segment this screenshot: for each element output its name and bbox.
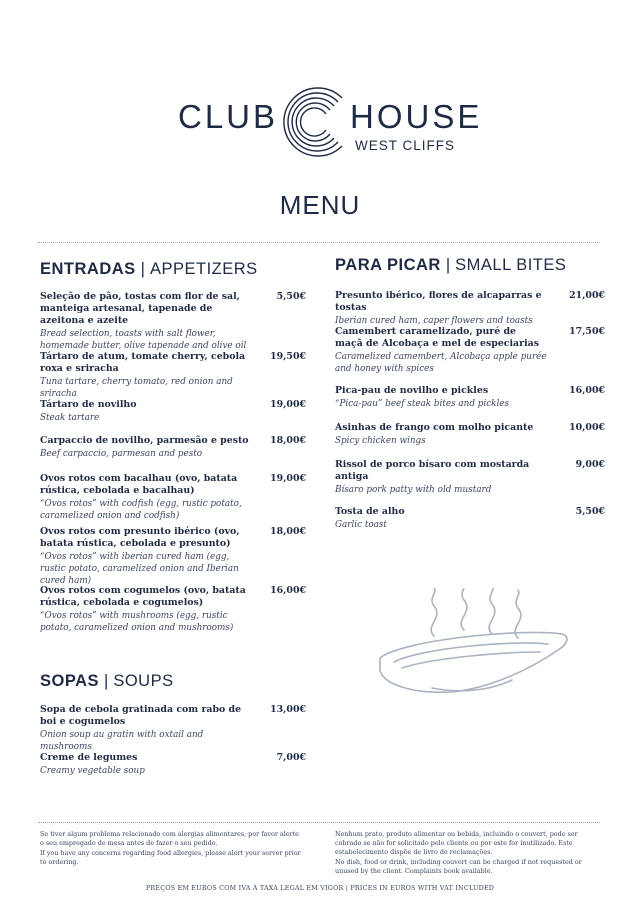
menu-item — [335, 459, 605, 496]
item-description: Bísaro pork patty with old mustard — [335, 485, 492, 495]
item-description: Garlic toast — [335, 520, 387, 530]
menu-item — [40, 399, 306, 424]
item-price: 17,50€ — [569, 326, 605, 337]
menu-item — [335, 506, 605, 531]
menu-item — [335, 385, 605, 410]
item-price: 19,00€ — [270, 473, 306, 484]
item-description: Bread selection, toasts with salt flower, homemade butter, olive tapenade and olive oil — [40, 329, 247, 351]
section-title-small-bites: PARA PICAR | SMALL BITES — [335, 256, 567, 274]
item-name: Ovos rotos com bacalhau (ovo, batata rústica, cebolada e bacalhau) — [40, 473, 238, 496]
section-title-pt: SOPAS — [40, 672, 100, 690]
menu-item — [40, 351, 306, 400]
menu-item — [335, 326, 605, 375]
menu-item — [40, 752, 306, 777]
item-name: Creme de legumes — [40, 752, 138, 763]
item-price: 5,50€ — [575, 506, 605, 517]
soup-bowl-icon — [372, 588, 572, 708]
item-name: Ovos rotos com cogumelos (ovo, batata rústica, cebolada e cogumelos) — [40, 585, 246, 608]
item-name: Seleção de pão, tostas com flor de sal, manteiga artesanal, tapenade de azeitona e azeite — [40, 291, 240, 326]
item-description: Tuna tartare, cherry tomato, red onion and sriracha — [40, 377, 233, 399]
allergy-notice-pt: Se tiver algum problema relacionado com alergias alimentares, por favor alerte o seu empregado de mesa antes de fazer o seu pedido. — [40, 830, 299, 847]
item-description: Steak tartare — [40, 413, 100, 423]
logo-subtitle: WEST CLIFFS — [355, 138, 456, 153]
item-name: Pica-pau de novilho e pickles — [335, 385, 489, 396]
menu-item — [40, 704, 306, 753]
prices-note: PREÇOS EM EUROS COM IVA À TAXA LEGAL EM VIGOR | PRICES IN EUROS WITH VAT INCLUDED — [145, 884, 495, 892]
top-divider — [38, 242, 600, 243]
bottom-divider — [38, 822, 600, 823]
allergy-notice-en: If you have any concerns regarding food allergies, please alert your server prior to ordering. — [40, 849, 301, 866]
section-title-en: APPETIZERS — [149, 260, 258, 278]
item-name: Tártaro de novilho — [40, 399, 137, 410]
item-price: 9,00€ — [575, 459, 605, 470]
section-title-pt: ENTRADAS — [40, 260, 136, 278]
menu-item — [335, 290, 605, 327]
section-title-pt: PARA PICAR — [335, 256, 441, 274]
item-name: Rissol de porco bísaro com mostarda antiga — [335, 459, 530, 482]
item-name: Tártaro de atum, tomate cherry, cebola roxa e sriracha — [40, 351, 246, 374]
section-title-en: SOUPS — [113, 672, 174, 690]
menu-item — [40, 291, 306, 352]
item-price: 13,00€ — [270, 704, 306, 715]
item-price: 18,00€ — [270, 526, 306, 537]
item-price: 16,00€ — [569, 385, 605, 396]
item-price: 19,50€ — [270, 351, 306, 362]
menu-item — [335, 422, 605, 447]
charge-notice-pt: Nenhum prato, produto alimentar ou bebida, incluindo o couvert, pode ser cobrado se não for solicitado pelo cliente ou por este for inutilizado. Este estabelecimento dispõe de livro de reclamações. — [335, 830, 578, 856]
item-name: Camembert caramelizado, puré de maçã de Alcobaça e mel de especiarias — [335, 326, 539, 349]
item-description: “Ovos rotos” with mushrooms (egg, rustic potato, caramelized onion and mushrooms) — [40, 611, 234, 633]
item-price: 19,00€ — [270, 399, 306, 410]
logo-c-mark-icon — [272, 80, 356, 164]
item-description: Creamy vegetable soup — [40, 766, 145, 776]
item-description: Beef carpaccio, parmesan and pesto — [40, 449, 203, 459]
charge-notice — [335, 830, 585, 877]
item-description: Spicy chicken wings — [335, 436, 426, 446]
item-price: 7,00€ — [276, 752, 306, 763]
logo-word-house: HOUSE — [350, 98, 483, 135]
item-description: Iberian cured ham, caper flowers and toasts — [335, 316, 533, 326]
menu-item — [40, 585, 306, 634]
item-price: 5,50€ — [276, 291, 306, 302]
item-description: “Pica-pau” beef steak bites and pickles — [335, 399, 510, 409]
item-description: “Ovos rotos” with iberian cured ham (egg, rustic potato, caramelized onion and Iberian cured ham) — [40, 552, 239, 586]
section-title-soups: SOPAS | SOUPS — [40, 672, 174, 690]
item-name: Carpaccio de novilho, parmesão e pesto — [40, 435, 249, 446]
item-description: Onion soup au gratin with oxtail and mushrooms — [40, 730, 204, 752]
club-house-logo — [0, 80, 640, 160]
item-name: Asinhas de frango com molho picante — [335, 422, 534, 433]
item-price: 21,00€ — [569, 290, 605, 301]
item-name: Presunto ibérico, flores de alcaparras e tostas — [335, 290, 542, 313]
logo-word-club: CLUB — [178, 98, 279, 135]
item-name: Ovos rotos com presunto ibérico (ovo, batata rústica, cebolada e presunto) — [40, 526, 240, 549]
menu-item — [40, 526, 306, 587]
section-title-en: SMALL BITES — [455, 256, 567, 274]
allergy-notice — [40, 830, 302, 868]
item-price: 16,00€ — [270, 585, 306, 596]
section-title-appetizers: ENTRADAS | APPETIZERS — [40, 260, 258, 278]
page-title: MENU — [279, 190, 361, 220]
item-name: Tosta de alho — [335, 506, 405, 517]
item-description: “Ovos rotos” with codfish (egg, rustic potato, caramelized onion and codfish) — [40, 499, 242, 521]
item-description: Caramelized camembert, Alcobaça apple purée and honey with spices — [335, 352, 547, 374]
charge-notice-en: No dish, food or drink, including couvert can be charged if not requested or unused by the client. Complaints book available. — [335, 858, 582, 875]
item-price: 18,00€ — [270, 435, 306, 446]
item-price: 10,00€ — [569, 422, 605, 433]
menu-item — [40, 473, 306, 522]
menu-item — [40, 435, 306, 460]
item-name: Sopa de cebola gratinada com rabo de boi e cogumelos — [40, 704, 242, 727]
